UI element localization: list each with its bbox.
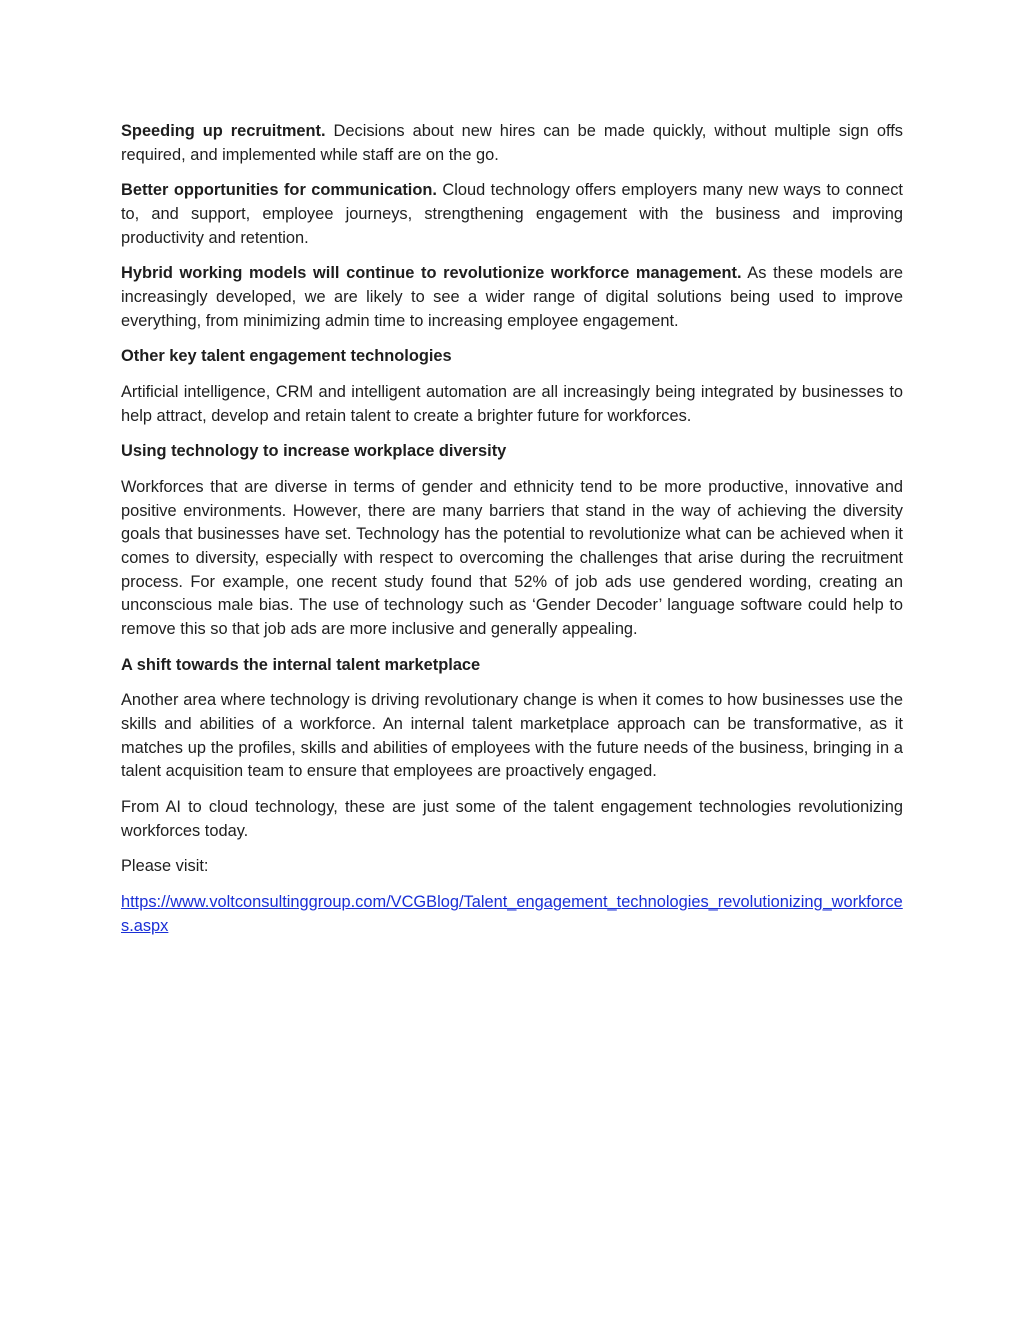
- heading-other-technologies: Other key talent engagement technologies: [121, 347, 452, 366]
- visit-label: Please visit:: [121, 857, 209, 876]
- document-page: [121, 120, 903, 950]
- paragraph-recruitment: [121, 120, 903, 167]
- body-other-technologies: Artificial intelligence, CRM and intelligent automation are all increasingly being integrated by businesses to help attract, develop and retain talent to create a brighter future for workforces.: [121, 383, 903, 425]
- link-paragraph: [121, 891, 903, 938]
- lead-communication: Better opportunities for communication.: [121, 181, 437, 200]
- article-link[interactable]: https://www.voltconsultinggroup.com/VCGBlog/Talent_engagement_technologies_revolutionizing_workforces.aspx: [121, 893, 903, 935]
- text-hybrid: As these models are increasingly developed, we are likely to see a wider range of digital solutions being used to improve everything, from minimizing admin time to increasing employee engagement.: [121, 264, 903, 330]
- body-diversity: Workforces that are diverse in terms of gender and ethnicity tend to be more productive, innovative and positive environments. However, there are many barriers that stand in the way of achieving the diversity goals that businesses have set. Technology has the potential to revolutionize what can be achieved when it comes to diversity, especially with respect to overcoming the challenges that arise during the recruitment process. For example, one recent study found that 52% of job ads use gendered wording, creating an unconscious male bias. The use of technology such as ‘Gender Decoder’ language software could help to remove this so that job ads are more inclusive and generally appealing.: [121, 478, 903, 638]
- body-talent-marketplace: Another area where technology is driving revolutionary change is when it comes to how businesses use the skills and abilities of a workforce. An internal talent marketplace approach can be transformative, as it matches up the profiles, skills and abilities of employees with the future needs of the business, bringing in a talent acquisition team to ensure that employees are proactively engaged.: [121, 691, 903, 781]
- text-communication: Cloud technology offers employers many new ways to connect to, and support, employee journeys, strengthening engagement with the business and improving productivity and retention.: [121, 181, 903, 247]
- lead-recruitment: Speeding up recruitment.: [121, 122, 326, 140]
- closing-summary: From AI to cloud technology, these are just some of the talent engagement technologies revolutionizing workforces today.: [121, 797, 903, 840]
- heading-talent-marketplace: A shift towards the internal talent marketplace: [121, 655, 481, 674]
- paragraph-hybrid: [121, 262, 903, 333]
- lead-hybrid: Hybrid working models will continue to revolutionize workforce management.: [121, 264, 742, 283]
- text-recruitment: Decisions about new hires can be made quickly, without multiple sign offs required, and implemented while staff are on the go.: [121, 122, 903, 164]
- paragraph-communication: [121, 179, 903, 250]
- heading-diversity: Using technology to increase workplace diversity: [121, 442, 507, 461]
